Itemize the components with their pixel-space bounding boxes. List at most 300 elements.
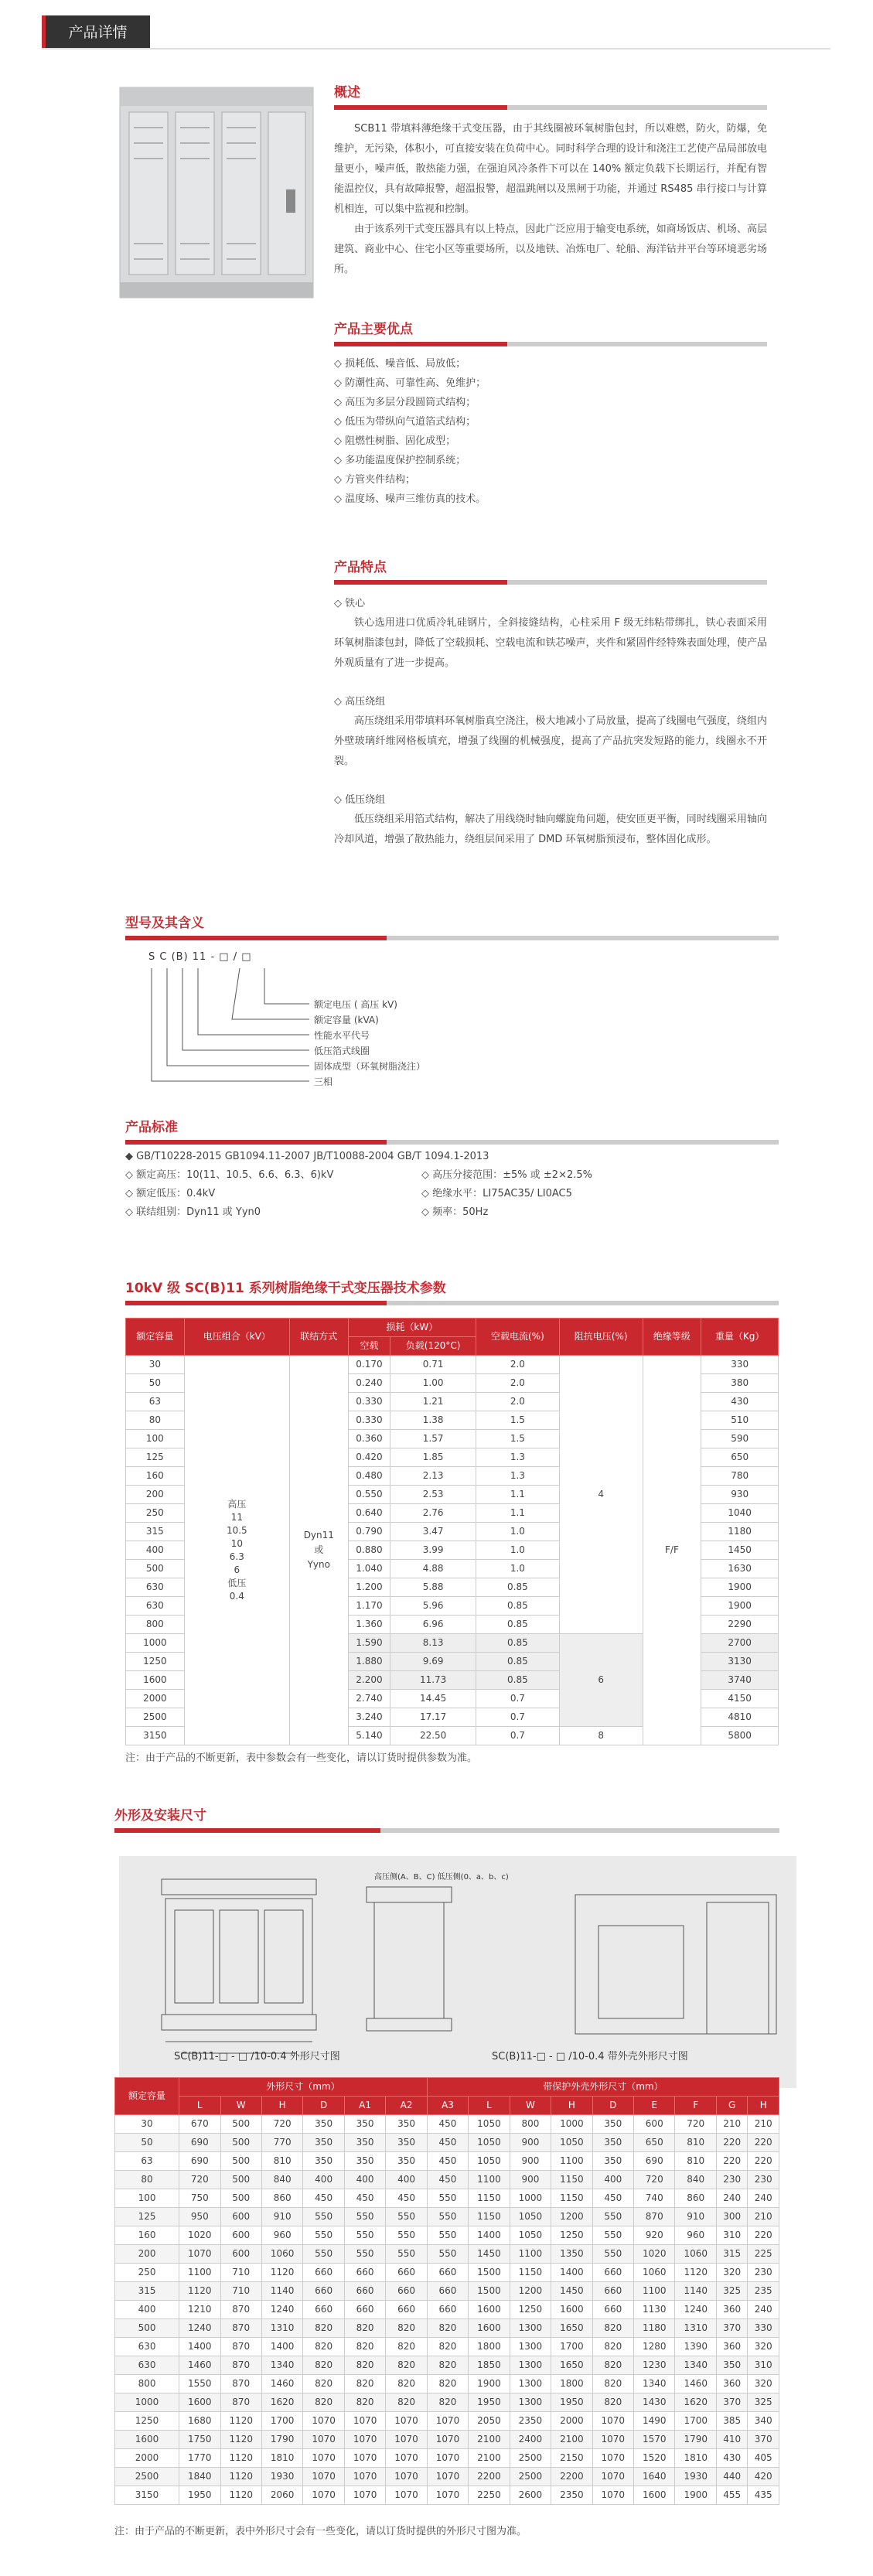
dims-cell: 225: [748, 2245, 779, 2264]
dims-cell: 1070: [303, 2431, 344, 2449]
dims-cell: 2500: [510, 2468, 551, 2486]
cell-capacity: 500: [126, 1560, 185, 1578]
cell-current: 0.7: [476, 1690, 559, 1708]
cell-load: 1.21: [390, 1393, 476, 1411]
cell-capacity: 125: [126, 1448, 185, 1467]
dims-cell: 820: [344, 2393, 385, 2412]
dims-cell: 820: [303, 2356, 344, 2375]
dims-cell: 360: [716, 2375, 748, 2393]
cell-capacity: 30: [126, 1356, 185, 1374]
dims-cell: 230: [716, 2171, 748, 2189]
dims-cell: 550: [427, 2245, 468, 2264]
dims-cell: 820: [303, 2393, 344, 2412]
dims-cell: 1400: [551, 2264, 592, 2282]
dims-cell: 1490: [634, 2412, 675, 2431]
dims-cell: 1020: [634, 2245, 675, 2264]
dims-cell: 1000: [551, 2115, 592, 2134]
dims-cell: 230: [748, 2171, 779, 2189]
cell-weight: 510: [701, 1411, 779, 1430]
cell-capacity: 80: [126, 1411, 185, 1430]
advantage-item: ◇ 低压为带纵向气道箔式结构；: [334, 416, 476, 428]
dims-cell: 720: [179, 2171, 220, 2189]
dims-cell: 430: [716, 2449, 748, 2468]
standard-section: [125, 1118, 779, 1145]
dims-cell: 1060: [634, 2264, 675, 2282]
dims-cell: 800: [115, 2375, 179, 2393]
dims-row: [115, 2264, 779, 2282]
dims-row: [115, 2412, 779, 2431]
dims-row: [115, 2134, 779, 2152]
dims-cell: 1800: [551, 2375, 592, 2393]
dims-cell: 910: [675, 2208, 716, 2226]
dims-cell: 910: [261, 2208, 302, 2226]
dims-cell: 1300: [510, 2393, 551, 2412]
cell-load: 1.00: [390, 1374, 476, 1393]
dims-cell: 1070: [303, 2412, 344, 2431]
dims-cell: 1150: [551, 2189, 592, 2208]
dims-cell: 400: [344, 2171, 385, 2189]
dims-cell: 1600: [469, 2319, 510, 2338]
dims-cell: 1750: [179, 2431, 220, 2449]
dims-cell: 1060: [675, 2245, 716, 2264]
dims-cell: 1150: [469, 2189, 510, 2208]
dims-cell: 350: [592, 2134, 633, 2152]
dims-cell: 1070: [427, 2412, 468, 2431]
dims-cell: 1300: [510, 2319, 551, 2338]
dims-cell: 1050: [469, 2152, 510, 2171]
dims-cell: 690: [179, 2134, 220, 2152]
dims-cell: 820: [427, 2319, 468, 2338]
dims-cell: 920: [634, 2226, 675, 2245]
dims-cell: 2400: [510, 2431, 551, 2449]
dims-col-header: F: [675, 2097, 716, 2115]
dims-cell: 240: [716, 2189, 748, 2208]
dims-cell: 750: [179, 2189, 220, 2208]
dims-cell: 820: [386, 2338, 427, 2356]
dims-cell: 240: [748, 2189, 779, 2208]
dims-row: [115, 2468, 779, 2486]
dims-cell: 1120: [220, 2412, 261, 2431]
cell-load: 5.88: [390, 1578, 476, 1597]
cell-load: 14.45: [390, 1690, 476, 1708]
dims-row: [115, 2319, 779, 2338]
dims-col-header: A3: [427, 2097, 468, 2115]
dims-cell: 1400: [469, 2226, 510, 2245]
cell-noload: 1.590: [348, 1634, 390, 1653]
cell-weight: 2290: [701, 1616, 779, 1634]
cell-weight: 1630: [701, 1560, 779, 1578]
dims-cell: 300: [716, 2208, 748, 2226]
cell-weight: 1900: [701, 1597, 779, 1616]
dims-cell: 1050: [469, 2115, 510, 2134]
cell-weight: 1180: [701, 1523, 779, 1541]
advantage-item: ◇ 多功能温度保护控制系统；: [334, 455, 466, 466]
dims-cell: 710: [220, 2282, 261, 2301]
dims-cell: 600: [634, 2115, 675, 2134]
dims-cell: 250: [115, 2264, 179, 2282]
dims-col-header: H: [748, 2097, 779, 2115]
features-section: [334, 558, 767, 850]
dims-col-header: W: [510, 2097, 551, 2115]
params-header: 负载(120°C): [390, 1337, 476, 1356]
dims-cell: 450: [386, 2189, 427, 2208]
dims-cell: 1620: [261, 2393, 302, 2412]
dims-cell: 660: [427, 2282, 468, 2301]
dims-row: [115, 2171, 779, 2189]
dims-cell: 820: [303, 2375, 344, 2393]
cell-load: 17.17: [390, 1708, 476, 1727]
dims-cell: 350: [592, 2115, 633, 2134]
overview-section: [334, 84, 767, 280]
dims-cell: 1150: [510, 2264, 551, 2282]
standard-line-1: ◆ GB/T10228-2015 GB1094.11-2007 JB/T10088-2004 GB/T 1094.1-2013: [125, 1151, 489, 1162]
dims-cell: 660: [344, 2301, 385, 2319]
dims-cell: 350: [592, 2152, 633, 2171]
cell-load: 2.13: [390, 1467, 476, 1486]
dims-cell: 1120: [220, 2431, 261, 2449]
dims-cell: 1310: [261, 2319, 302, 2338]
cell-weight: 930: [701, 1486, 779, 1504]
cell-capacity: 63: [126, 1393, 185, 1411]
dims-cell: 1340: [261, 2356, 302, 2375]
dims-cell: 1130: [634, 2301, 675, 2319]
cell-current: 0.7: [476, 1708, 559, 1727]
standard-line-4a: ◇ 联结组别：Dyn11 或 Yyn0: [125, 1206, 261, 1218]
cell-noload: 1.040: [348, 1560, 390, 1578]
dims-cell: 450: [427, 2115, 468, 2134]
dims-cell: 1050: [469, 2134, 510, 2152]
dims-cell: 160: [115, 2226, 179, 2245]
cell-connection: Dyn11 或 Yyno: [289, 1356, 348, 1745]
dims-header: 额定容量: [115, 2078, 179, 2115]
dims-cell: 1070: [592, 2431, 633, 2449]
lv-text: 低压绕组采用箔式结构，解决了用线绕时轴向螺旋角问题，使安匝更平衡，同时线圈采用轴向冷却风道，增强了散热能力，绕组层间采用了 DMD 环氧树脂预浸布，整体固化成形。: [334, 814, 767, 845]
dims-cell: 550: [303, 2208, 344, 2226]
dims-cell: 320: [716, 2264, 748, 2282]
cell-noload: 0.420: [348, 1448, 390, 1467]
cell-load: 2.53: [390, 1486, 476, 1504]
cell-capacity: 400: [126, 1541, 185, 1560]
dims-cell: 2200: [469, 2468, 510, 2486]
dims-cell: 1300: [510, 2356, 551, 2375]
dims-cell: 820: [427, 2356, 468, 2375]
dims-cell: 860: [675, 2189, 716, 2208]
cell-load: 11.73: [390, 1671, 476, 1690]
dims-cell: 330: [748, 2319, 779, 2338]
dims-cell: 325: [748, 2393, 779, 2412]
dims-cell: 1050: [510, 2208, 551, 2226]
dims-cell: 720: [261, 2115, 302, 2134]
cell-weight: 590: [701, 1430, 779, 1448]
dims-cell: 900: [510, 2134, 551, 2152]
dims-cell: 1070: [386, 2468, 427, 2486]
cell-noload: 0.880: [348, 1541, 390, 1560]
cell-current: 2.0: [476, 1393, 559, 1411]
dims-cell: 800: [510, 2115, 551, 2134]
dims-cell: 240: [748, 2301, 779, 2319]
dims-cell: 360: [716, 2338, 748, 2356]
dims-cell: 500: [220, 2171, 261, 2189]
cell-load: 1.57: [390, 1430, 476, 1448]
cell-noload: 0.330: [348, 1393, 390, 1411]
dims-cell: 1120: [261, 2264, 302, 2282]
dims-cell: 660: [303, 2282, 344, 2301]
dims-cell: 500: [220, 2152, 261, 2171]
dims-cell: 440: [716, 2468, 748, 2486]
dims-cell: 63: [115, 2152, 179, 2171]
dims-cell: 350: [344, 2152, 385, 2171]
dims-cell: 550: [303, 2245, 344, 2264]
dims-cell: 1310: [675, 2319, 716, 2338]
dims-cell: 1250: [510, 2301, 551, 2319]
model-label: 三相: [314, 1076, 333, 1087]
dims-cell: 1050: [551, 2134, 592, 2152]
dims-cell: 820: [303, 2338, 344, 2356]
cell-current: 1.3: [476, 1448, 559, 1467]
cell-current: 1.1: [476, 1486, 559, 1504]
dims-cell: 1070: [427, 2468, 468, 2486]
dims-cell: 1070: [386, 2486, 427, 2505]
standard-title: 产品标准: [125, 1120, 178, 1135]
cell-capacity: 1250: [126, 1653, 185, 1671]
dims-cell: 80: [115, 2171, 179, 2189]
cell-noload: 0.640: [348, 1504, 390, 1523]
dims-cell: 1810: [261, 2449, 302, 2468]
dims-cell: 2150: [551, 2449, 592, 2468]
cell-weight: 4810: [701, 1708, 779, 1727]
dims-cell: 1950: [179, 2486, 220, 2505]
dims-cell: 1930: [675, 2468, 716, 2486]
dims-cell: 660: [303, 2264, 344, 2282]
dims-cell: 820: [427, 2375, 468, 2393]
cell-current: 2.0: [476, 1356, 559, 1374]
dims-cell: 1070: [592, 2412, 633, 2431]
dims-cell: 1840: [179, 2468, 220, 2486]
cell-current: 1.5: [476, 1411, 559, 1430]
dims-cell: 820: [344, 2375, 385, 2393]
dims-cell: 450: [427, 2171, 468, 2189]
dims-cell: 660: [344, 2282, 385, 2301]
dims-row: [115, 2208, 779, 2226]
dims-cell: 450: [344, 2189, 385, 2208]
standard-line-3b: ◇ 绝缘水平：LI75AC35/ LI0AC5: [421, 1188, 572, 1199]
dims-cell: 1680: [179, 2412, 220, 2431]
advantages-section: [334, 320, 767, 509]
dims-cell: 125: [115, 2208, 179, 2226]
dims-cell: 1300: [510, 2375, 551, 2393]
standard-line-2b: ◇ 高压分接范围：±5% 或 ±2×2.5%: [421, 1169, 592, 1181]
dims-cell: 1000: [115, 2393, 179, 2412]
dims-cell: 1600: [179, 2393, 220, 2412]
params-header: 联结方式: [289, 1319, 348, 1356]
dims-cell: 1700: [261, 2412, 302, 2431]
dims-cell: 500: [220, 2134, 261, 2152]
dims-cell: 1070: [592, 2486, 633, 2505]
lv-heading: ◇ 低压绕组: [334, 794, 386, 806]
dims-cell: 310: [748, 2356, 779, 2375]
dims-header: 带保护外壳外形尺寸（mm）: [427, 2078, 779, 2097]
cell-current: 1.0: [476, 1541, 559, 1560]
params-header: 电压组合（kV）: [184, 1319, 289, 1356]
dims-col-header: G: [716, 2097, 748, 2115]
model-label: 低压箔式线圈: [314, 1046, 370, 1056]
dims-cell: 2060: [261, 2486, 302, 2505]
dims-table: [114, 2077, 779, 2505]
dims-cell: 1460: [179, 2356, 220, 2375]
cell-weight: 5800: [701, 1727, 779, 1745]
cell-capacity: 3150: [126, 1727, 185, 1745]
dims-cell: 660: [344, 2264, 385, 2282]
dims-cell: 840: [261, 2171, 302, 2189]
dims-cell: 370: [716, 2393, 748, 2412]
dims-cell: 100: [115, 2189, 179, 2208]
dims-cell: 2600: [510, 2486, 551, 2505]
dims-cell: 1150: [551, 2171, 592, 2189]
dims-cell: 2050: [469, 2412, 510, 2431]
dims-cell: 435: [748, 2486, 779, 2505]
cell-impedance: 8: [559, 1727, 643, 1745]
dims-cell: 1700: [675, 2412, 716, 2431]
dims-cell: 820: [344, 2319, 385, 2338]
dims-cell: 3150: [115, 2486, 179, 2505]
dims-cell: 1950: [551, 2393, 592, 2412]
cell-capacity: 800: [126, 1616, 185, 1634]
cell-weight: 780: [701, 1467, 779, 1486]
dims-cell: 210: [716, 2115, 748, 2134]
cell-current: 1.5: [476, 1430, 559, 1448]
dims-cell: 1390: [675, 2338, 716, 2356]
dims-cell: 1070: [427, 2486, 468, 2505]
dims-cell: 1100: [551, 2152, 592, 2171]
dims-cell: 455: [716, 2486, 748, 2505]
dims-cell: 600: [220, 2208, 261, 2226]
cell-weight: 1450: [701, 1541, 779, 1560]
dims-cell: 860: [261, 2189, 302, 2208]
dims-cell: 1120: [220, 2449, 261, 2468]
advantage-item: ◇ 方管夹件结构；: [334, 474, 416, 486]
cell-weight: 430: [701, 1393, 779, 1411]
dims-cell: 1810: [675, 2449, 716, 2468]
dims-cell: 1050: [510, 2226, 551, 2245]
dims-cell: 1150: [469, 2208, 510, 2226]
dims-cell: 820: [592, 2319, 633, 2338]
params-header: 损耗（kW）: [348, 1319, 476, 1337]
params-row: [126, 1356, 779, 1374]
dims-cell: 350: [344, 2115, 385, 2134]
cell-noload: 0.360: [348, 1430, 390, 1448]
standard-line-3a: ◇ 额定低压：0.4kV: [125, 1188, 216, 1199]
dims-cell: 660: [386, 2264, 427, 2282]
dims-cell: 450: [592, 2189, 633, 2208]
dims-cell: 1700: [551, 2338, 592, 2356]
dims-row: [115, 2115, 779, 2134]
dims-row: [115, 2431, 779, 2449]
dims-cell: 340: [748, 2412, 779, 2431]
dims-col-header: D: [303, 2097, 344, 2115]
dims-cell: 1500: [469, 2282, 510, 2301]
overview-paragraph-2: 由于该系列干式变压器具有以上特点，因此广泛应用于输变电系统，如商场饭店、机场、高层建筑、商业中心、住宅小区等重要场所，以及地铁、冶炼电厂、轮船、海洋钻井平台等环境恶劣场所。: [334, 223, 767, 275]
dims-cell: 820: [386, 2356, 427, 2375]
dims-cell: 820: [386, 2319, 427, 2338]
dims-cell: 550: [386, 2245, 427, 2264]
dims-note: 注：由于产品的不断更新，表中外形尺寸会有一些变化，请以订货时提供的外形尺寸图为准。: [114, 2526, 527, 2537]
dims-cell: 1100: [634, 2282, 675, 2301]
dims-cell: 2500: [115, 2468, 179, 2486]
dims-cell: 660: [592, 2264, 633, 2282]
dims-cell: 550: [303, 2226, 344, 2245]
dims-row: [115, 2301, 779, 2319]
dims-cell: 820: [592, 2375, 633, 2393]
cell-noload: 1.200: [348, 1578, 390, 1597]
dims-cell: 350: [303, 2115, 344, 2134]
dims-cell: 650: [634, 2134, 675, 2152]
dims-header: 外形尺寸（mm）: [179, 2078, 428, 2097]
dims-cell: 1070: [427, 2431, 468, 2449]
dims-cell: 820: [344, 2356, 385, 2375]
dims-cell: 550: [427, 2189, 468, 2208]
dims-cell: 1620: [675, 2393, 716, 2412]
params-header: 空载电流(%): [476, 1319, 559, 1356]
params-title: 10kV 级 SC(B)11 系列树脂绝缘干式变压器技术参数: [125, 1281, 446, 1296]
cell-load: 2.76: [390, 1504, 476, 1523]
dims-cell: 870: [220, 2338, 261, 2356]
dims-cell: 350: [303, 2134, 344, 2152]
dims-cell: 1120: [220, 2468, 261, 2486]
dims-col-header: D: [592, 2097, 633, 2115]
dims-cell: 1650: [551, 2356, 592, 2375]
cell-noload: 2.200: [348, 1671, 390, 1690]
model-label: 额定容量 (kVA): [314, 1015, 379, 1025]
dims-cell: 400: [115, 2301, 179, 2319]
cell-capacity: 50: [126, 1374, 185, 1393]
dims-cell: 2100: [469, 2431, 510, 2449]
dims-cell: 820: [303, 2319, 344, 2338]
dims-cell: 550: [344, 2245, 385, 2264]
cell-current: 0.7: [476, 1727, 559, 1745]
dims-cell: 400: [386, 2171, 427, 2189]
dims-section: [114, 1807, 779, 1833]
cell-impedance: 6: [559, 1634, 643, 1727]
cell-capacity: 315: [126, 1523, 185, 1541]
dims-row: [115, 2189, 779, 2208]
cell-noload: 0.240: [348, 1374, 390, 1393]
dims-cell: 220: [748, 2134, 779, 2152]
dims-cell: 350: [303, 2152, 344, 2171]
cell-voltage: 高压 11 10.5 10 6.3 6 低压 0.4: [184, 1356, 289, 1745]
dims-cell: 1230: [634, 2356, 675, 2375]
dims-cell: 350: [386, 2115, 427, 2134]
hv-heading: ◇ 高压绕组: [334, 696, 386, 708]
dims-cell: 400: [303, 2171, 344, 2189]
dims-cell: 690: [179, 2152, 220, 2171]
dims-cell: 1900: [469, 2375, 510, 2393]
dims-cell: 2000: [115, 2449, 179, 2468]
dims-cell: 500: [220, 2189, 261, 2208]
dims-cell: 660: [303, 2301, 344, 2319]
cell-load: 9.69: [390, 1653, 476, 1671]
dims-row: [115, 2226, 779, 2245]
dims-row: [115, 2375, 779, 2393]
dims-cell: 220: [716, 2152, 748, 2171]
dims-cell: 900: [510, 2171, 551, 2189]
dims-cell: 1450: [469, 2245, 510, 2264]
dims-col-header: W: [220, 2097, 261, 2115]
cell-noload: 0.170: [348, 1356, 390, 1374]
cell-weight: 2700: [701, 1634, 779, 1653]
dims-cell: 1070: [386, 2449, 427, 2468]
section-header: 产品详情: [42, 15, 150, 49]
dims-cell: 320: [748, 2338, 779, 2356]
